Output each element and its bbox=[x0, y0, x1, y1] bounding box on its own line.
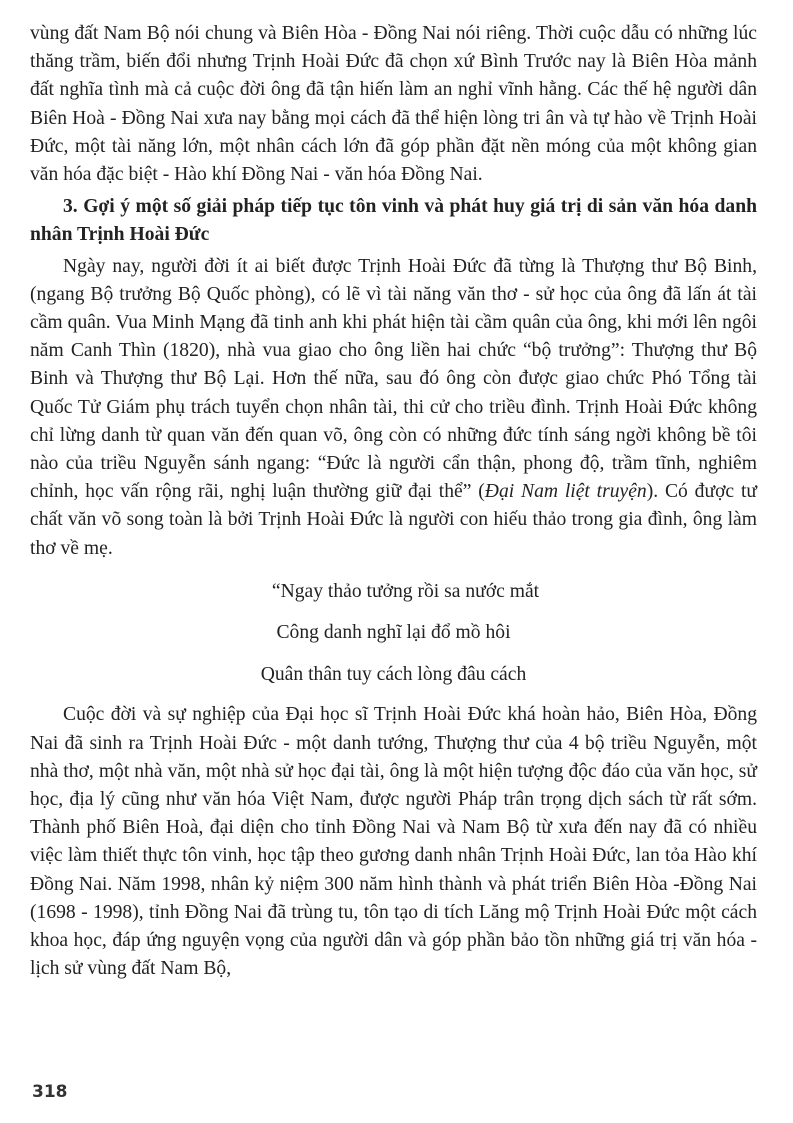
poem-line: “Ngay thảo tưởng rồi sa nước mắt bbox=[271, 580, 540, 602]
paragraph-text-end: ). Có được tư chất văn võ song toàn là bởi Trịnh Hoài Đức là người con hiếu thảo trong gia đình, ông làm thơ về mẹ. bbox=[30, 481, 758, 559]
paragraph-trinh-hoai-duc bbox=[30, 253, 757, 563]
paragraph-career: Cuộc đời và sự nghiệp của Đại học sĩ Trịnh Hoài Đức khá hoàn hảo, Biên Hòa, Đồng Nai đã sinh ra Trịnh Hoài Đức - một danh tướng, Thượng thư của 4 bộ triều Nguyễn, một nhà thơ, một nhà văn, một nhà sử học đại tài, ông là một hiện tượng độc đáo của văn học, sử học, địa lý cũng như văn hóa Việt Nam, được người Pháp trân trọng dịch sách từ rất sớm. Thành phố Biên Hoà, đại diện cho tỉnh Đồng Nai và Nam Bộ từ xưa đến nay đã có nhiều việc làm thiết thực tôn vinh, học tập theo gương danh nhân Trịnh Hoài Đức, lan tỏa Hào khí Đồng Nai. Năm 1998, nhân kỷ niệm 300 năm hình thành và phát triển Biên Hòa -Đồng Nai (1698 - 1998), tỉnh Đồng Nai đã trùng tu, tôn tạo di tích Lăng mộ Trịnh Hoài Đức một cách khoa học, đáp ứng nguyện vọng của người dân và góp phần bảo tồn những giá trị văn hóa - lịch sử vùng đất Nam Bộ, bbox=[30, 704, 757, 980]
page-body bbox=[30, 20, 757, 983]
poem-line: Quân thân tuy cách lòng đâu cách bbox=[260, 663, 527, 685]
page-number: 318 bbox=[32, 1082, 68, 1102]
paragraph-intro: vùng đất Nam Bộ nói chung và Biên Hòa - Đồng Nai nói riêng. Thời cuộc dẫu có những lúc thăng trầm, biến đổi nhưng Trịnh Hoài Đức đã chọn xứ Bình Trước nay là Biên Hòa mảnh đất nghĩa tình mà cả cuộc đời ông đã tận hiến làm an nghỉ vĩnh hằng. Các thế hệ người dân Biên Hoà - Đồng Nai xưa nay bằng mọi cách đã thể hiện lòng tri ân và tự hào về Trịnh Hoài Đức, một tài năng lớn, một nhân cách lớn đã góp phần đặt nền móng của một không gian văn hóa đặc biệt - Hào khí Đồng Nai - văn hóa Đồng Nai. bbox=[30, 23, 757, 186]
poem-block bbox=[30, 571, 757, 696]
poem-line: Công danh nghĩ lại đổ mồ hôi bbox=[276, 622, 511, 644]
section-heading: 3. Gợi ý một số giải pháp tiếp tục tôn vinh và phát huy giá trị di sản văn hóa danh nhân Trịnh Hoài Đức bbox=[30, 196, 757, 246]
paragraph-text-start: Ngày nay, người đời ít ai biết được Trịnh Hoài Đức đã từng là Thượng thư Bộ Binh, (ngang Bộ trưởng Bộ Quốc phòng), có lẽ vì tài năng văn thơ - sử học của ông đã lấn át tài cầm quân. Vua Minh Mạng đã tinh anh khi phát hiện tài cầm quân của ông, khi mới lên ngôi năm Canh Thìn (1820), nhà vua giao cho ông liền hai chức “bộ trưởng”: Thượng thư Bộ Binh và Thượng thư Bộ Lại. Hơn thế nữa, sau đó ông còn được giao chức Phó Tổng tài Quốc Tử Giám phụ trách tuyển chọn nhân tài, thi cử cho triều đình. Trịnh Hoài Đức không chỉ lừng danh từ quan văn đến quan võ, ông còn có những đức tính sáng ngời không bề tôi nào của triều Nguyễn sánh ngang: “Đức là người cẩn thận, phong độ, trầm tĩnh, nghiêm chỉnh, học vấn rộng rãi, nghị luận thường giữ đại thể” ( bbox=[30, 255, 757, 503]
book-title: Đại Nam liệt truyện bbox=[484, 481, 647, 503]
